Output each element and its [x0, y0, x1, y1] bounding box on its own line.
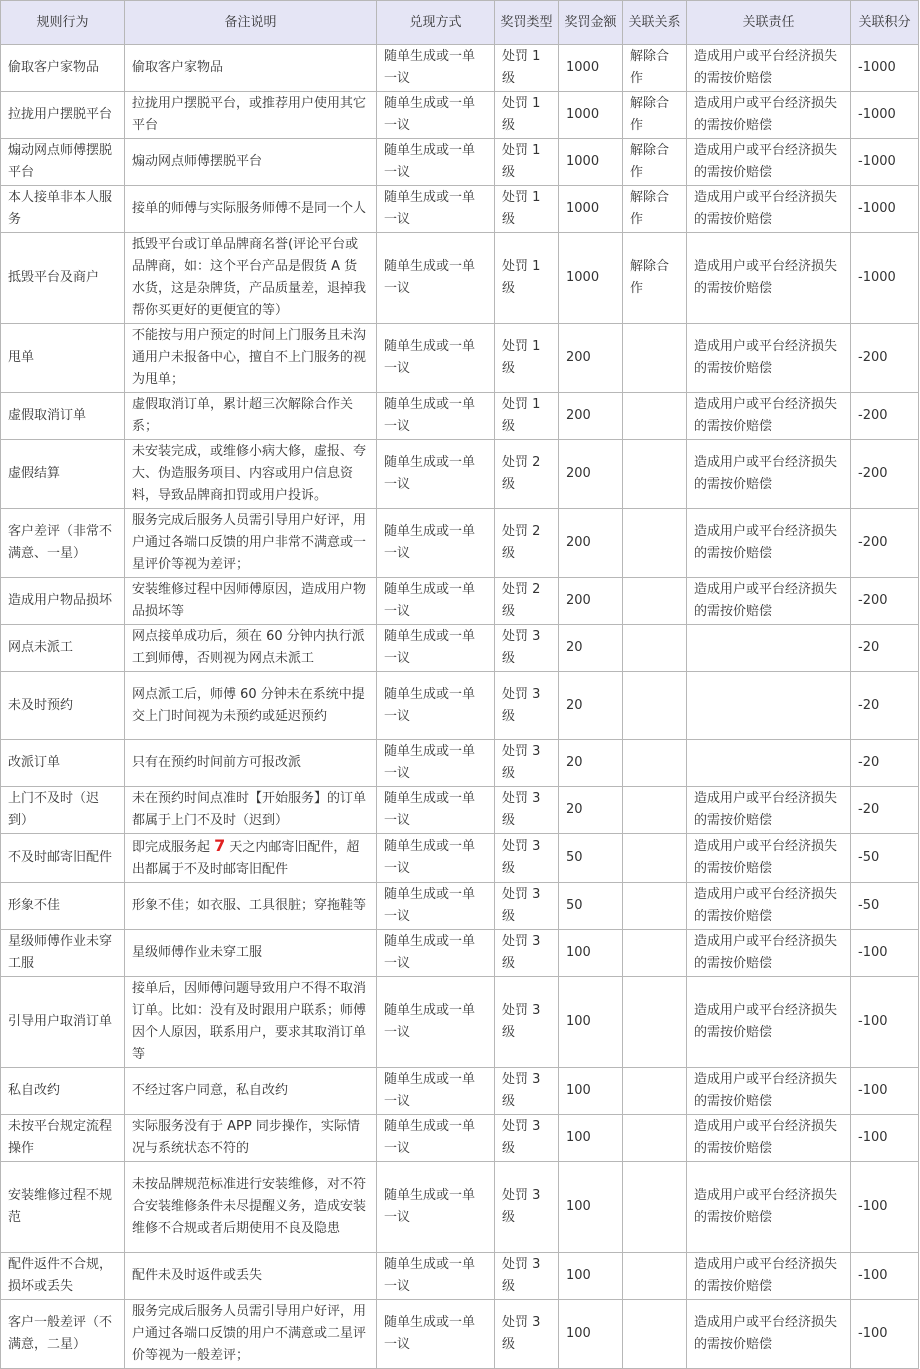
- cell-action: 未及时预约: [1, 672, 125, 740]
- cell-method: 随单生成或一单一议: [377, 186, 495, 233]
- cell-relation: 解除合作: [623, 139, 687, 186]
- cell-action: 未按平台规定流程操作: [1, 1115, 125, 1162]
- cell-amount: 20: [559, 625, 623, 672]
- cell-action: 形象不佳: [1, 883, 125, 930]
- cell-amount: 100: [559, 930, 623, 977]
- cell-duty: 造成用户或平台经济损失的需按价赔偿: [687, 787, 851, 834]
- header-points: 关联积分: [851, 1, 919, 45]
- cell-amount: 100: [559, 1162, 623, 1253]
- table-row: [1, 233, 919, 324]
- cell-method: 随单生成或一单一议: [377, 393, 495, 440]
- note-text-pre: 即完成服务起: [132, 840, 215, 855]
- header-amount: 奖罚金额: [559, 1, 623, 45]
- cell-relation: [623, 1162, 687, 1253]
- cell-amount: 100: [559, 1115, 623, 1162]
- cell-action: 虚假结算: [1, 440, 125, 509]
- cell-duty: 造成用户或平台经济损失的需按价赔偿: [687, 45, 851, 92]
- cell-note: 不能按与用户预定的时间上门服务且未沟通用户未报备中心，擅自不上门服务的视为甩单；: [125, 324, 377, 393]
- cell-amount: 200: [559, 440, 623, 509]
- cell-method: 随单生成或一单一议: [377, 92, 495, 139]
- cell-amount: 50: [559, 834, 623, 883]
- cell-relation: [623, 578, 687, 625]
- table-row: [1, 1300, 919, 1369]
- cell-method: 随单生成或一单一议: [377, 45, 495, 92]
- table-row: [1, 139, 919, 186]
- cell-duty: 造成用户或平台经济损失的需按价赔偿: [687, 977, 851, 1068]
- cell-note: 配件未及时返件或丢失: [125, 1253, 377, 1300]
- cell-points: -100: [851, 1162, 919, 1253]
- cell-relation: [623, 324, 687, 393]
- cell-action: 虚假取消订单: [1, 393, 125, 440]
- cell-note: 形象不佳；如衣服、工具很脏；穿拖鞋等: [125, 883, 377, 930]
- table-row: [1, 509, 919, 578]
- cell-duty: 造成用户或平台经济损失的需按价赔偿: [687, 883, 851, 930]
- cell-amount: 50: [559, 883, 623, 930]
- cell-note: 服务完成后服务人员需引导用户好评，用户通过各端口反馈的用户不满意或二星评价等视为一般差评；: [125, 1300, 377, 1369]
- cell-action: 网点未派工: [1, 625, 125, 672]
- cell-type: 处罚 1 级: [495, 324, 559, 393]
- cell-note: 虚假取消订单，累计超三次解除合作关系；: [125, 393, 377, 440]
- cell-note: 接单的师傅与实际服务师傅不是同一个人: [125, 186, 377, 233]
- table-row: [1, 977, 919, 1068]
- cell-type: 处罚 3 级: [495, 625, 559, 672]
- cell-type: 处罚 1 级: [495, 186, 559, 233]
- cell-method: 随单生成或一单一议: [377, 440, 495, 509]
- cell-method: 随单生成或一单一议: [377, 233, 495, 324]
- table-row: [1, 1115, 919, 1162]
- cell-amount: 20: [559, 672, 623, 740]
- cell-action: 造成用户物品损坏: [1, 578, 125, 625]
- cell-relation: 解除合作: [623, 45, 687, 92]
- cell-relation: [623, 1115, 687, 1162]
- header-note: 备注说明: [125, 1, 377, 45]
- table-row: [1, 672, 919, 740]
- table-header-row: [1, 1, 919, 45]
- cell-type: 处罚 3 级: [495, 883, 559, 930]
- cell-points: -20: [851, 740, 919, 787]
- cell-method: 随单生成或一单一议: [377, 834, 495, 883]
- cell-amount: 1000: [559, 139, 623, 186]
- cell-duty: [687, 625, 851, 672]
- cell-amount: 200: [559, 578, 623, 625]
- cell-points: -200: [851, 578, 919, 625]
- note-text-post: 天之内邮寄旧配件，超出都属于不及时邮寄旧配件: [132, 840, 360, 877]
- cell-action: 甩单: [1, 324, 125, 393]
- header-action: 规则行为: [1, 1, 125, 45]
- table-row: [1, 440, 919, 509]
- cell-method: 随单生成或一单一议: [377, 509, 495, 578]
- cell-action: 客户差评（非常不满意、一星）: [1, 509, 125, 578]
- cell-type: 处罚 1 级: [495, 92, 559, 139]
- cell-method: 随单生成或一单一议: [377, 787, 495, 834]
- cell-duty: 造成用户或平台经济损失的需按价赔偿: [687, 139, 851, 186]
- cell-method: 随单生成或一单一议: [377, 1162, 495, 1253]
- cell-points: -50: [851, 883, 919, 930]
- cell-duty: 造成用户或平台经济损失的需按价赔偿: [687, 1300, 851, 1369]
- cell-type: 处罚 3 级: [495, 787, 559, 834]
- cell-type: 处罚 3 级: [495, 977, 559, 1068]
- cell-relation: 解除合作: [623, 233, 687, 324]
- cell-amount: 200: [559, 324, 623, 393]
- cell-method: 随单生成或一单一议: [377, 139, 495, 186]
- cell-action: 配件返件不合规，损坏或丢失: [1, 1253, 125, 1300]
- cell-amount: 200: [559, 393, 623, 440]
- cell-duty: [687, 672, 851, 740]
- cell-relation: [623, 834, 687, 883]
- cell-action: 拉拢用户摆脱平台: [1, 92, 125, 139]
- cell-action: 不及时邮寄旧配件: [1, 834, 125, 883]
- cell-method: 随单生成或一单一议: [377, 1068, 495, 1115]
- table-row: [1, 92, 919, 139]
- cell-note: 服务完成后服务人员需引导用户好评，用户通过各端口反馈的用户非常不满意或一星评价等视为差评；: [125, 509, 377, 578]
- cell-note: 接单后，因师傅问题导致用户不得不取消订单。比如：没有及时跟用户联系；师傅因个人原因，联系用户，要求其取消订单等: [125, 977, 377, 1068]
- cell-relation: [623, 1068, 687, 1115]
- cell-type: 处罚 2 级: [495, 440, 559, 509]
- cell-duty: 造成用户或平台经济损失的需按价赔偿: [687, 509, 851, 578]
- cell-action: 本人接单非本人服务: [1, 186, 125, 233]
- cell-duty: 造成用户或平台经济损失的需按价赔偿: [687, 440, 851, 509]
- cell-note: 偷取客户家物品: [125, 45, 377, 92]
- cell-type: 处罚 3 级: [495, 834, 559, 883]
- cell-action: 私自改约: [1, 1068, 125, 1115]
- cell-points: -100: [851, 1253, 919, 1300]
- cell-relation: [623, 1300, 687, 1369]
- cell-note: 未按品牌规范标准进行安装维修，对不符合安装维修条件未尽提醒义务，造成安装维修不合规或者后期使用不良及隐患: [125, 1162, 377, 1253]
- cell-points: -100: [851, 1068, 919, 1115]
- cell-amount: 1000: [559, 233, 623, 324]
- cell-type: 处罚 3 级: [495, 1300, 559, 1369]
- cell-note: 未在预约时间点准时【开始服务】的订单都属于上门不及时（迟到）: [125, 787, 377, 834]
- table-row: [1, 740, 919, 787]
- cell-points: -200: [851, 509, 919, 578]
- cell-amount: 20: [559, 740, 623, 787]
- cell-amount: 100: [559, 977, 623, 1068]
- cell-note: 只有在预约时间前方可报改派: [125, 740, 377, 787]
- cell-relation: [623, 1253, 687, 1300]
- cell-amount: 1000: [559, 45, 623, 92]
- cell-action: 偷取客户家物品: [1, 45, 125, 92]
- cell-points: -1000: [851, 233, 919, 324]
- cell-relation: [623, 509, 687, 578]
- cell-points: -200: [851, 393, 919, 440]
- cell-action: 客户一般差评（不满意，二星）: [1, 1300, 125, 1369]
- cell-points: -1000: [851, 45, 919, 92]
- note-highlight-number: 7: [214, 836, 226, 855]
- cell-amount: 1000: [559, 186, 623, 233]
- cell-type: 处罚 3 级: [495, 740, 559, 787]
- cell-relation: 解除合作: [623, 186, 687, 233]
- table-row: [1, 1068, 919, 1115]
- cell-action: 引导用户取消订单: [1, 977, 125, 1068]
- cell-type: 处罚 3 级: [495, 672, 559, 740]
- cell-points: -100: [851, 930, 919, 977]
- table-row: [1, 45, 919, 92]
- cell-note: 抵毁平台或订单品牌商名誉(评论平台或品牌商，如：这个平台产品是假货 A 货水货，这是杂牌货，产品质量差，退掉我帮你买更好的更便宜的等）: [125, 233, 377, 324]
- cell-duty: 造成用户或平台经济损失的需按价赔偿: [687, 1253, 851, 1300]
- cell-type: 处罚 3 级: [495, 1115, 559, 1162]
- cell-method: 随单生成或一单一议: [377, 1300, 495, 1369]
- table-row: [1, 930, 919, 977]
- cell-note: [125, 834, 377, 883]
- cell-action: 安装维修过程不规范: [1, 1162, 125, 1253]
- table-row: [1, 625, 919, 672]
- cell-action: 上门不及时（迟到）: [1, 787, 125, 834]
- cell-type: 处罚 1 级: [495, 139, 559, 186]
- cell-type: 处罚 2 级: [495, 509, 559, 578]
- cell-points: -1000: [851, 92, 919, 139]
- cell-relation: [623, 625, 687, 672]
- cell-note: 安装维修过程中因师傅原因，造成用户物品损坏等: [125, 578, 377, 625]
- cell-method: 随单生成或一单一议: [377, 672, 495, 740]
- cell-method: 随单生成或一单一议: [377, 930, 495, 977]
- cell-relation: [623, 740, 687, 787]
- cell-duty: 造成用户或平台经济损失的需按价赔偿: [687, 92, 851, 139]
- table-row: [1, 324, 919, 393]
- cell-duty: 造成用户或平台经济损失的需按价赔偿: [687, 393, 851, 440]
- cell-points: -1000: [851, 139, 919, 186]
- cell-duty: 造成用户或平台经济损失的需按价赔偿: [687, 1162, 851, 1253]
- cell-method: 随单生成或一单一议: [377, 625, 495, 672]
- table-row: [1, 883, 919, 930]
- cell-relation: [623, 672, 687, 740]
- header-method: 兑现方式: [377, 1, 495, 45]
- cell-points: -1000: [851, 186, 919, 233]
- cell-duty: 造成用户或平台经济损失的需按价赔偿: [687, 324, 851, 393]
- cell-note: 未安装完成，或维修小病大修，虚报、夸大、伪造服务项目、内容或用户信息资料，导致品牌商扣罚或用户投诉。: [125, 440, 377, 509]
- cell-duty: 造成用户或平台经济损失的需按价赔偿: [687, 233, 851, 324]
- cell-type: 处罚 1 级: [495, 393, 559, 440]
- cell-relation: 解除合作: [623, 92, 687, 139]
- cell-action: 煽动网点师傅摆脱平台: [1, 139, 125, 186]
- cell-relation: [623, 930, 687, 977]
- cell-amount: 200: [559, 509, 623, 578]
- cell-note: 煽动网点师傅摆脱平台: [125, 139, 377, 186]
- cell-action: 抵毁平台及商户: [1, 233, 125, 324]
- header-type: 奖罚类型: [495, 1, 559, 45]
- table-row: [1, 1162, 919, 1253]
- cell-method: 随单生成或一单一议: [377, 740, 495, 787]
- cell-relation: [623, 883, 687, 930]
- cell-points: -20: [851, 625, 919, 672]
- cell-type: 处罚 3 级: [495, 1162, 559, 1253]
- cell-duty: [687, 740, 851, 787]
- cell-amount: 100: [559, 1068, 623, 1115]
- cell-duty: 造成用户或平台经济损失的需按价赔偿: [687, 1068, 851, 1115]
- cell-points: -20: [851, 787, 919, 834]
- cell-relation: [623, 393, 687, 440]
- table-row: [1, 834, 919, 883]
- cell-method: 随单生成或一单一议: [377, 324, 495, 393]
- cell-points: -100: [851, 1115, 919, 1162]
- cell-duty: 造成用户或平台经济损失的需按价赔偿: [687, 578, 851, 625]
- header-duty: 关联责任: [687, 1, 851, 45]
- cell-relation: [623, 977, 687, 1068]
- table-row: [1, 393, 919, 440]
- cell-method: 随单生成或一单一议: [377, 1115, 495, 1162]
- cell-note: 实际服务没有于 APP 同步操作，实际情况与系统状态不符的: [125, 1115, 377, 1162]
- cell-amount: 1000: [559, 92, 623, 139]
- cell-relation: [623, 787, 687, 834]
- cell-amount: 100: [559, 1253, 623, 1300]
- cell-action: 星级师傅作业未穿工服: [1, 930, 125, 977]
- cell-points: -20: [851, 672, 919, 740]
- cell-amount: 20: [559, 787, 623, 834]
- cell-points: -100: [851, 1300, 919, 1369]
- table-row: [1, 787, 919, 834]
- table-row: [1, 578, 919, 625]
- cell-type: 处罚 1 级: [495, 233, 559, 324]
- cell-duty: 造成用户或平台经济损失的需按价赔偿: [687, 930, 851, 977]
- cell-note: 星级师傅作业未穿工服: [125, 930, 377, 977]
- cell-method: 随单生成或一单一议: [377, 578, 495, 625]
- cell-type: 处罚 3 级: [495, 930, 559, 977]
- cell-points: -200: [851, 324, 919, 393]
- cell-note: 拉拢用户摆脱平台，或推荐用户使用其它平台: [125, 92, 377, 139]
- table-row: [1, 1253, 919, 1300]
- table-row: [1, 186, 919, 233]
- cell-method: 随单生成或一单一议: [377, 977, 495, 1068]
- cell-type: 处罚 3 级: [495, 1068, 559, 1115]
- cell-type: 处罚 2 级: [495, 578, 559, 625]
- cell-method: 随单生成或一单一议: [377, 883, 495, 930]
- cell-type: 处罚 3 级: [495, 1253, 559, 1300]
- header-relation: 关联关系: [623, 1, 687, 45]
- cell-relation: [623, 440, 687, 509]
- cell-points: -200: [851, 440, 919, 509]
- cell-note: 网点接单成功后，须在 60 分钟内执行派工到师傅，否则视为网点未派工: [125, 625, 377, 672]
- cell-note: 不经过客户同意，私自改约: [125, 1068, 377, 1115]
- cell-action: 改派订单: [1, 740, 125, 787]
- cell-amount: 100: [559, 1300, 623, 1369]
- cell-note: 网点派工后，师傅 60 分钟未在系统中提交上门时间视为未预约或延迟预约: [125, 672, 377, 740]
- cell-points: -50: [851, 834, 919, 883]
- cell-duty: 造成用户或平台经济损失的需按价赔偿: [687, 834, 851, 883]
- cell-points: -100: [851, 977, 919, 1068]
- cell-duty: 造成用户或平台经济损失的需按价赔偿: [687, 186, 851, 233]
- cell-method: 随单生成或一单一议: [377, 1253, 495, 1300]
- cell-type: 处罚 1 级: [495, 45, 559, 92]
- cell-duty: 造成用户或平台经济损失的需按价赔偿: [687, 1115, 851, 1162]
